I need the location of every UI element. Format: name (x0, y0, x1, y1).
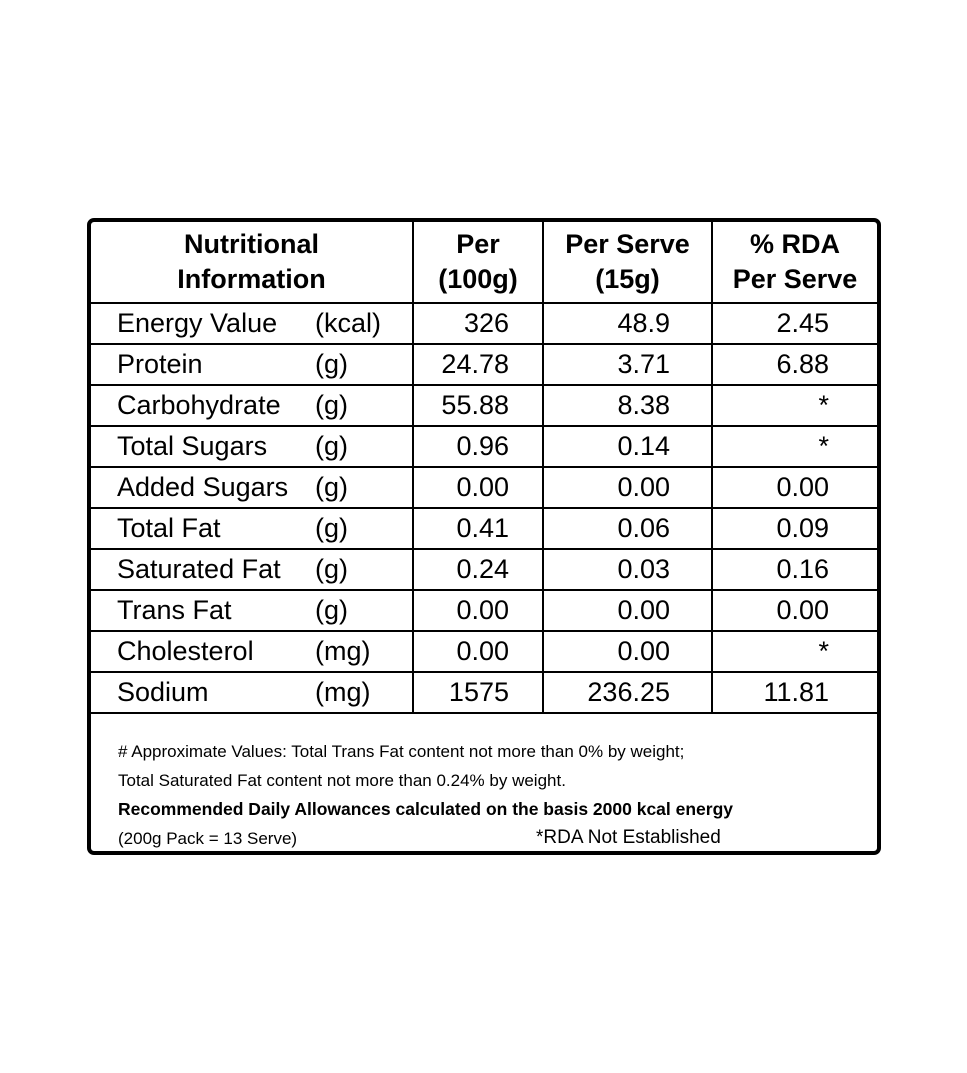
nutrition-table (91, 222, 877, 714)
table-row (91, 467, 877, 508)
value-rda: 6.88 (712, 344, 877, 385)
value-rda: * (712, 631, 877, 672)
table-row (91, 508, 877, 549)
value-per-100g: 0.00 (413, 590, 543, 631)
note-saturated-fat: Total Saturated Fat content not more than 0.24% by weight. (118, 771, 566, 790)
nutrient-unit: (g) (315, 390, 348, 420)
header-per-100g: Per (100g) (413, 222, 543, 303)
nutrient-unit: (g) (315, 349, 348, 379)
nutrient-cell (91, 426, 413, 467)
value-per-100g: 55.88 (413, 385, 543, 426)
nutrient-unit: (mg) (315, 636, 371, 666)
value-rda: 0.09 (712, 508, 877, 549)
value-per-serve: 3.71 (543, 344, 712, 385)
nutrient-unit: (g) (315, 554, 348, 584)
value-per-100g: 0.96 (413, 426, 543, 467)
nutrient-cell (91, 467, 413, 508)
value-per-serve: 236.25 (543, 672, 712, 713)
table-header-row (91, 222, 877, 303)
nutrient-name: Total Fat (117, 513, 221, 543)
nutrient-unit: (g) (315, 431, 348, 461)
nutrient-cell (91, 549, 413, 590)
value-per-100g: 24.78 (413, 344, 543, 385)
value-per-100g: 326 (413, 303, 543, 344)
table-row (91, 344, 877, 385)
nutrition-label (87, 218, 881, 855)
note-pack-line (118, 824, 877, 853)
nutrient-unit: (g) (315, 595, 348, 625)
value-rda: * (712, 385, 877, 426)
value-per-serve: 0.00 (543, 631, 712, 672)
nutrient-unit: (g) (315, 513, 348, 543)
value-per-serve: 0.00 (543, 467, 712, 508)
table-row (91, 590, 877, 631)
nutrient-unit: (mg) (315, 677, 371, 707)
value-per-100g: 1575 (413, 672, 543, 713)
nutrient-cell (91, 385, 413, 426)
value-per-serve: 8.38 (543, 385, 712, 426)
nutrient-name: Saturated Fat (117, 554, 281, 584)
nutrient-name: Carbohydrate (117, 390, 281, 420)
nutrient-unit: (kcal) (315, 308, 381, 338)
pack-size-note: (200g Pack = 13 Serve) (118, 829, 298, 848)
nutrient-name: Total Sugars (117, 431, 268, 461)
table-row (91, 385, 877, 426)
footnotes (91, 737, 877, 851)
value-per-100g: 0.41 (413, 508, 543, 549)
value-per-serve: 0.03 (543, 549, 712, 590)
nutrient-unit: (g) (315, 472, 348, 502)
nutrient-name: Trans Fat (117, 595, 232, 625)
value-per-serve: 48.9 (543, 303, 712, 344)
value-per-serve: 0.14 (543, 426, 712, 467)
value-rda: 0.16 (712, 549, 877, 590)
value-per-100g: 0.00 (413, 467, 543, 508)
value-per-100g: 0.24 (413, 549, 543, 590)
value-rda: 0.00 (712, 590, 877, 631)
nutrient-cell (91, 672, 413, 713)
nutrient-name: Cholesterol (117, 636, 254, 666)
rda-not-established-note: *RDA Not Established (536, 827, 721, 848)
table-row (91, 672, 877, 713)
nutrient-cell (91, 344, 413, 385)
table-row (91, 549, 877, 590)
header-per-serve: Per Serve (15g) (543, 222, 712, 303)
nutrient-name: Sodium (117, 677, 209, 707)
nutrient-cell (91, 631, 413, 672)
value-rda: 2.45 (712, 303, 877, 344)
value-rda: 11.81 (712, 672, 877, 713)
header-nutritional-information: Nutritional Information (91, 222, 413, 303)
nutrient-cell (91, 508, 413, 549)
value-rda: * (712, 426, 877, 467)
header-rda-per-serve: % RDA Per Serve (712, 222, 877, 303)
nutrient-name: Protein (117, 349, 203, 379)
note-rda-basis: Recommended Daily Allowances calculated on the basis 2000 kcal energy (118, 799, 734, 819)
note-trans-fat: # Approximate Values: Total Trans Fat content not more than 0% by weight; (118, 742, 685, 761)
value-per-100g: 0.00 (413, 631, 543, 672)
value-per-serve: 0.06 (543, 508, 712, 549)
nutrient-name: Added Sugars (117, 472, 289, 502)
nutrient-cell (91, 590, 413, 631)
value-per-serve: 0.00 (543, 590, 712, 631)
table-row (91, 426, 877, 467)
table-row (91, 631, 877, 672)
value-rda: 0.00 (712, 467, 877, 508)
nutrient-cell (91, 303, 413, 344)
table-row (91, 303, 877, 344)
nutrient-name: Energy Value (117, 308, 278, 338)
